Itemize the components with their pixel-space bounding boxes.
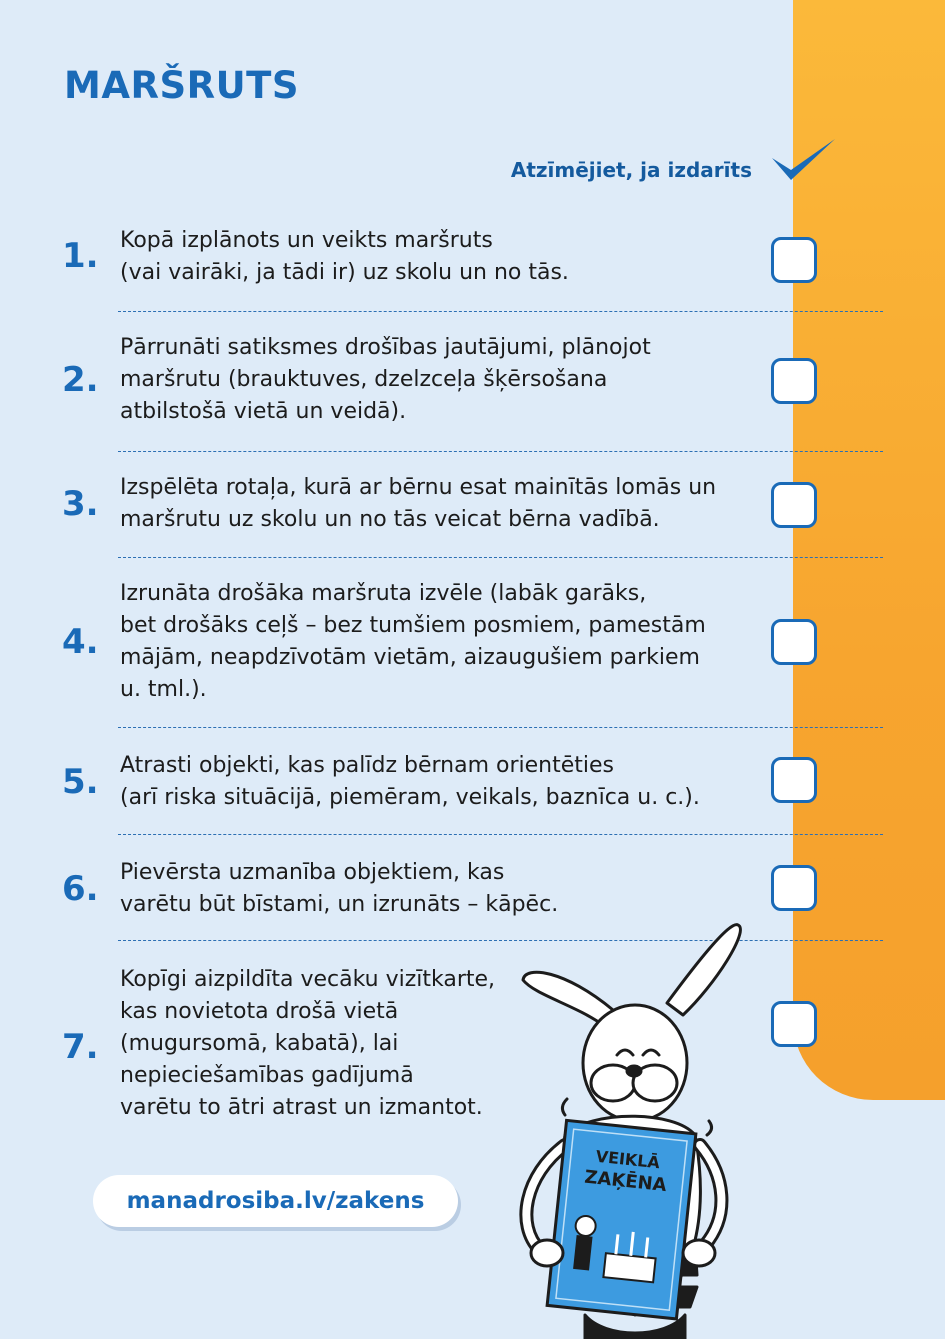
dashed-divider <box>118 557 883 558</box>
dashed-divider <box>118 834 883 835</box>
item-checkbox[interactable] <box>771 237 817 283</box>
item-text: Izspēlēta rotaļa, kurā ar bērnu esat mainītās lomās un maršrutu uz skolu un no tās veicat bērna vadībā. <box>120 475 717 532</box>
item-text: Kopā izplānots un veikts maršruts (vai vairāki, ja tādi ir) uz skolu un no tās. <box>120 228 569 285</box>
book-title-line2: ZAĶĒNA <box>583 1166 668 1197</box>
item-text: Pārrunāti satiksmes drošības jautājumi, plānojot maršrutu (brauktuves, dzelzceļa šķērsošana atbilstošā vietā un veidā). <box>120 335 651 424</box>
item-checkbox[interactable] <box>771 1001 817 1047</box>
completion-column-header: Atzīmējiet, ja izdarīts <box>510 158 752 182</box>
item-text: Pievērsta uzmanība objektiem, kas varētu būt bīstami, un izrunāts – kāpēc. <box>120 860 559 917</box>
item-number: 5. <box>62 762 99 802</box>
bunny-mascot-illustration <box>495 915 755 1339</box>
item-text: Kopīgi aizpildīta vecāku vizītkarte, kas novietota drošā vietā (mugursomā, kabatā), lai nepieciešamības gadījumā varētu to ātri atrast un izmantot. <box>120 967 496 1120</box>
item-text: Atrasti objekti, kas palīdz bērnam orientēties (arī riska situācijā, piemēram, veikals, baznīca u. c.). <box>120 753 700 810</box>
item-number: 7. <box>62 1027 99 1067</box>
website-url: manadrosiba.lv/zakens <box>126 1188 425 1214</box>
checkmark-icon <box>769 136 839 188</box>
item-number: 3. <box>62 484 99 524</box>
item-checkbox[interactable] <box>771 482 817 528</box>
item-checkbox[interactable] <box>771 865 817 911</box>
item-checkbox[interactable] <box>771 619 817 665</box>
website-link[interactable] <box>93 1175 458 1227</box>
item-checkbox[interactable] <box>771 358 817 404</box>
dashed-divider <box>118 451 883 452</box>
item-number: 2. <box>62 360 99 400</box>
item-number: 1. <box>62 236 99 276</box>
dashed-divider <box>118 311 883 312</box>
page-title: MARŠRUTS <box>64 64 300 107</box>
book-title-line1: VEIKLĀ <box>594 1146 661 1173</box>
item-number: 6. <box>62 869 99 909</box>
item-text: Izrunāta drošāka maršruta izvēle (labāk garāks, bet drošāks ceļš – bez tumšiem posmiem, pamestām mājām, neapdzīvotām vietām, aizaugušiem parkiem u. tml.). <box>120 581 706 702</box>
dashed-divider <box>118 727 883 728</box>
item-number: 4. <box>62 622 99 662</box>
item-checkbox[interactable] <box>771 757 817 803</box>
